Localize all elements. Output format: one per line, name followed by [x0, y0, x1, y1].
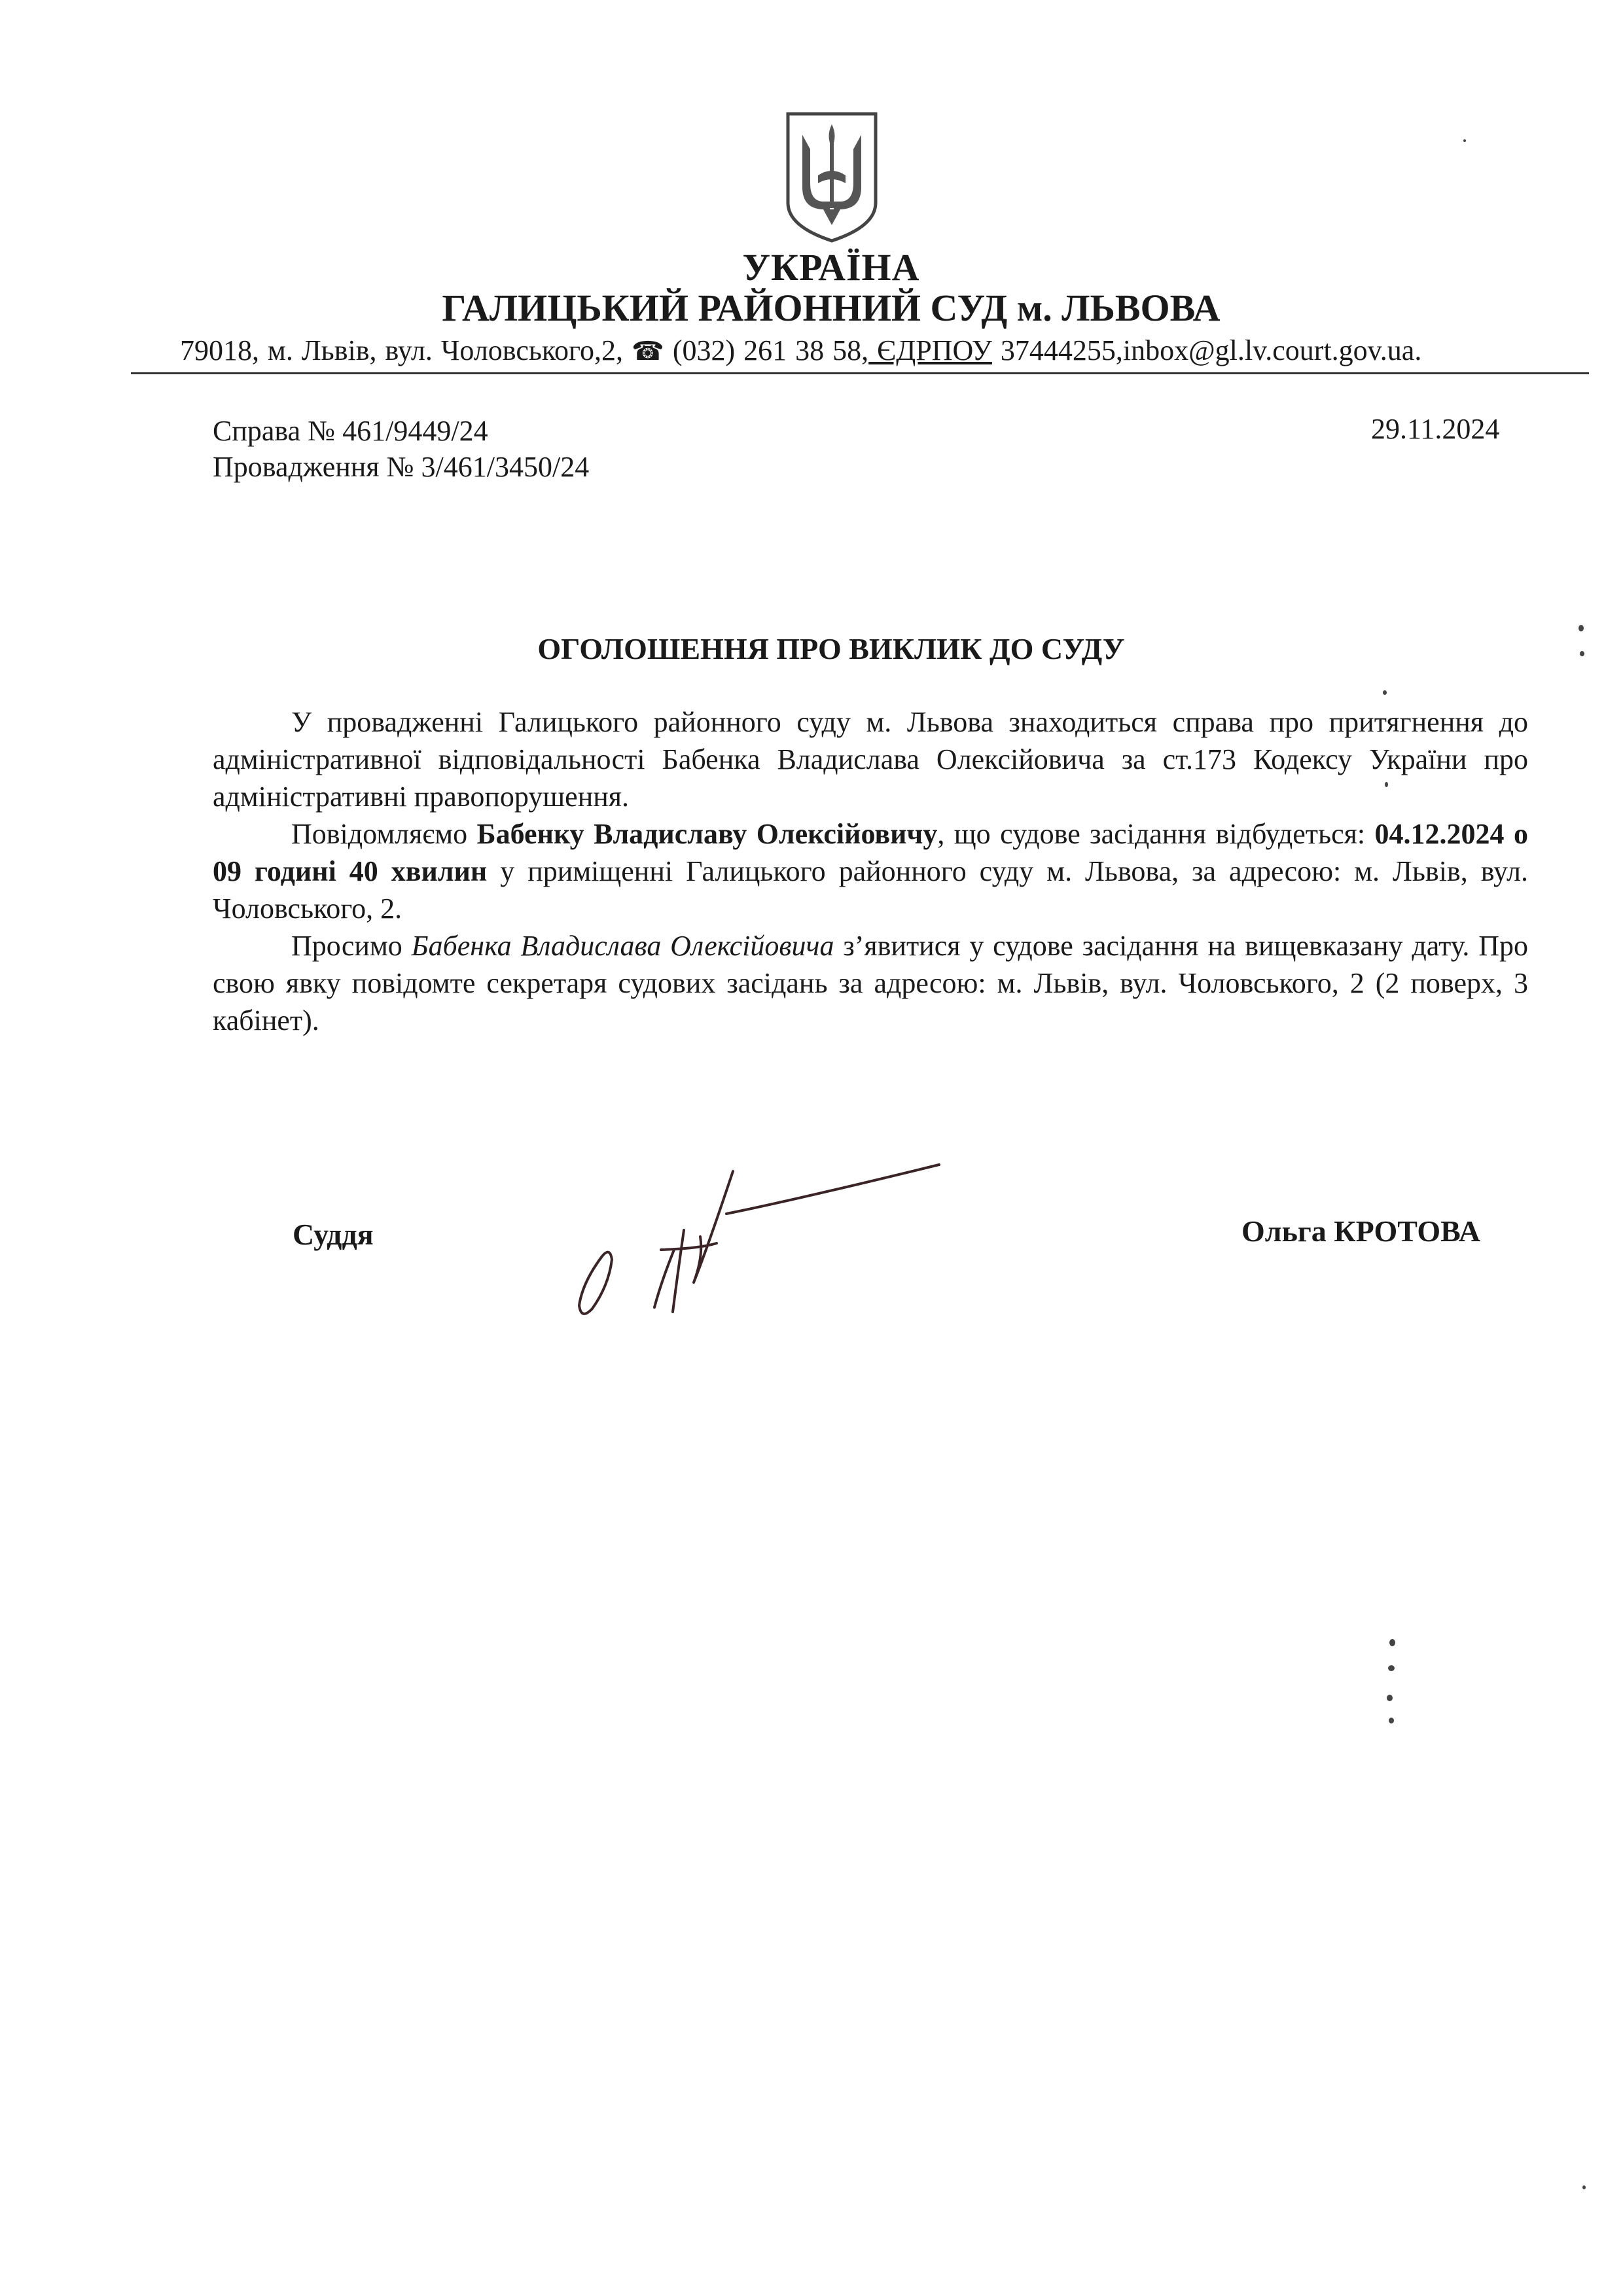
p2-tail: у приміщенні Галицького районного суду м. Львова, за адресою: м. Львів, вул. Чоловського, 2. — [213, 855, 1528, 925]
defendant-name-italic: Бабенка Владислава Олексійовича — [411, 930, 834, 962]
judge-name: Ольга КРОТОВА — [1241, 1214, 1481, 1248]
telephone-icon: ☎ — [632, 336, 664, 366]
p2-lead: Повідомляємо — [291, 818, 477, 850]
scan-speck — [1385, 782, 1388, 787]
edrpou-and-email: 37444255,inbox@gl.lv.court.gov.ua. — [991, 334, 1422, 366]
notice-title: ОГОЛОШЕННЯ ПРО ВИКЛИК ДО СУДУ — [537, 632, 1125, 665]
scan-speck — [1580, 651, 1584, 656]
hearing-datetime: 04.12.2024 о 09 годині 40 хвилин — [213, 818, 1529, 887]
header-divider — [131, 372, 1589, 374]
notice-body — [213, 703, 1528, 1039]
country-title: УКРАЇНА — [742, 246, 920, 289]
court-name: ГАЛИЦЬКИЙ РАЙОННИЙ СУД м. ЛЬВОВА — [442, 287, 1221, 329]
scan-speck — [1463, 139, 1466, 142]
case-number: Справа № 461/9449/24 — [213, 415, 488, 447]
document-date: 29.11.2024 — [1371, 413, 1500, 445]
scan-speck — [1387, 1695, 1393, 1701]
p3-tail: з’явитися у судове засідання на вищевказану дату. Про свою явку повідомте секретаря судових засідань за адресою: м. Львів, вул. Чоловського, 2 (2 поверх, 3 кабінет). — [213, 930, 1528, 1036]
paragraph-2 — [213, 815, 1528, 927]
scan-speck — [1389, 1639, 1395, 1646]
p3-lead: Просимо — [291, 930, 412, 962]
proceeding-number: Провадження № 3/461/3450/24 — [213, 451, 590, 483]
phone-number: (032) 261 38 58 — [664, 334, 862, 366]
scan-speck — [1578, 625, 1584, 631]
handwritten-signature — [563, 1152, 955, 1322]
trident-emblem-icon — [784, 110, 880, 245]
defendant-name: Бабенку Владиславу Олексійовичу — [476, 818, 938, 850]
paragraph-1: У провадженні Галицького районного суду м. Львова знаходиться справа про притягнення до адміністративної відповідальності Бабенка Владислава Олексійовича за ст.173 Кодексу України про адміністративні правопорушення. — [213, 706, 1528, 813]
scan-speck — [1388, 1665, 1395, 1671]
paragraph-3 — [213, 927, 1528, 1039]
scan-speck — [1582, 2185, 1586, 2189]
judge-role: Суддя — [293, 1218, 374, 1251]
address-text: 79018, м. Львів, вул. Чоловського,2, — [180, 334, 632, 366]
scan-speck — [1389, 1718, 1394, 1723]
court-address-line: 79018, м. Львів, вул. Чоловського,2, ☎ (032) 261 38 58, ЄДРПОУ 37444255,inbox@gl.lv.court.gov.ua. — [180, 334, 1422, 366]
p2-mid: , що судове засідання відбудеться: — [937, 818, 1375, 850]
edrpou-label: ЄДРПОУ — [868, 334, 992, 366]
scan-speck — [1383, 690, 1387, 695]
